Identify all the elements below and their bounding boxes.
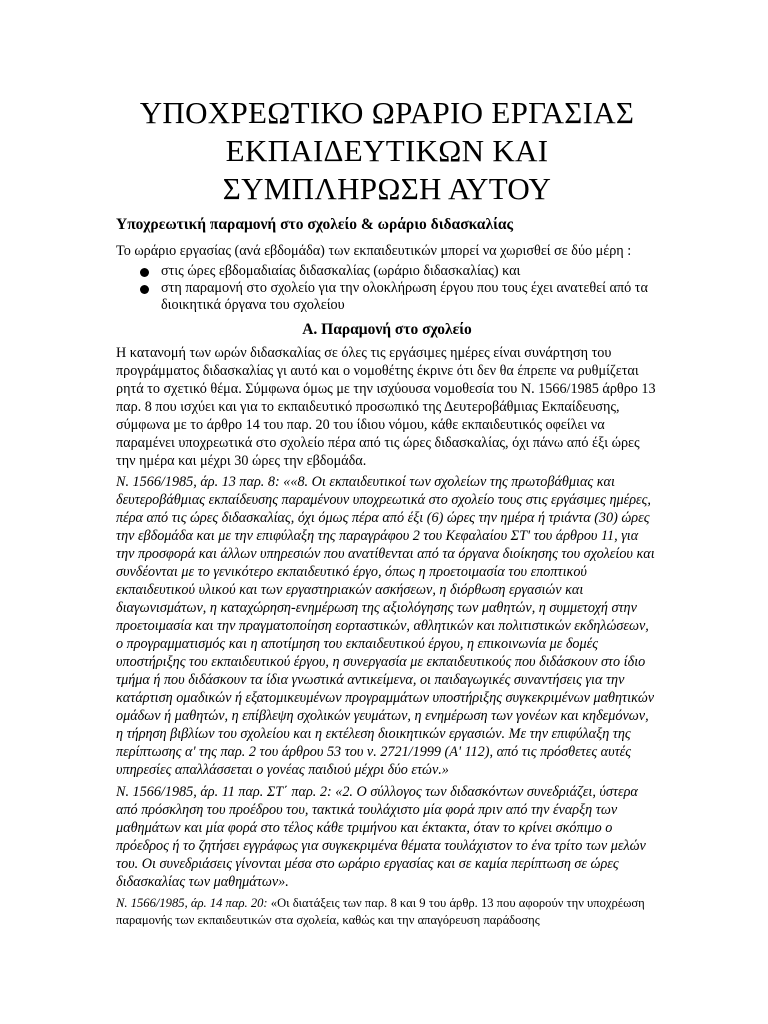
law-quote-paragraph xyxy=(116,895,658,929)
law-quote-text: «Οι διατάξεις των παρ. 8 και 9 του άρθρ. 13 που αφορούν την υποχρέωση παραμονής των εκπαιδευτικών στα σχολεία, καθώς και την απαγόρευση παράδοσης xyxy=(116,896,645,927)
bullet-icon xyxy=(140,268,149,277)
intro-paragraph: Το ωράριο εργασίας (ανά εβδομάδα) των εκπαιδευτικών μπορεί να χωρισθεί σε δύο μέρη : xyxy=(116,243,632,259)
document-title-line: ΕΚΠΑΙΔΕΥΤΙΚΩΝ ΚΑΙ xyxy=(225,133,549,168)
section-heading: Α. Παραμονή στο σχολείο xyxy=(302,321,472,338)
list-item xyxy=(138,280,658,314)
law-quote-reference: Ν. 1566/1985, άρ. 14 παρ. 20: xyxy=(116,896,268,910)
bullet-icon xyxy=(140,285,149,294)
list-item xyxy=(138,263,658,280)
section-body-paragraph: Η κατανομή των ωρών διδασκαλίας σε όλες τις εργάσιμες ημέρες είναι συνάρτηση του προγράμματος διδασκαλίας γι αυτό και ο νομοθέτης έκρινε ότι δεν θα έπρεπε να ρυθμίζεται ρητά το σχετικό θέμα. Σύμφωνα όμως με την ισχύουσα νομοθεσία του Ν. 1566/1985 άρθρο 13 παρ. 8 που ισχύει και για το εκπαιδευτικό προσωπικό της Δευτεροβάθμιας Εκπαίδευσης, σύμφωνα με το άρθρο 14 του παρ. 20 του ίδιου νόμου, κάθε εκπαιδευτικός οφείλει να παραμένει υποχρεωτικά στο σχολείο πέρα από τις ώρες διδασκαλίας, όχι πάνω από έξι ώρες την ημέρα και μέχρι 30 ώρες την εβδομάδα. xyxy=(116,345,656,469)
document-subtitle: Υποχρεωτική παραμονή στο σχολείο & ωράριο διδασκαλίας xyxy=(116,216,514,233)
list-item-text: στη παραμονή στο σχολείο για την ολοκλήρωση έργου που τους έχει ανατεθεί από τα διοικητικά όργανα του σχολείου xyxy=(161,280,648,313)
law-quote-paragraph: Ν. 1566/1985, άρ. 13 παρ. 8: ««8. Οι εκπαιδευτικοί των σχολείων της πρωτοβάθμιας και δευτεροβάθμιας εκπαίδευσης παραμένουν υποχρεωτικά στο σχολείο τους στις εργάσιμες ημέρες, πέρα από τις ώρες διδασκαλίας, όχι όμως πέρα από έξι (6) ώρες την ημέρα ή τριάντα (30) ώρες την εβδομάδα και με την επιφύλαξη της παραγράφου 2 του Κεφαλαίου ΣΤ' του άρθρου 11, για την προσφορά και άλλων υπηρεσιών που ανατίθενται από τα όργανα διοίκησης του σχολείου και συνδέονται με το γενικότερο εκπαιδευτικό έργο, όπως η προετοιμασία του εποπτικού εκπαιδευτικού υλικού και των εργαστηριακών ασκήσεων, η διόρθωση εργασιών και διαγωνισμάτων, η καταχώρηση-ενημέρωση της αξιολόγησης των μαθητών, η συμμετοχή στην προετοιμασία και την πραγματοποίηση εορταστικών, αθλητικών και πολιτιστικών εκδηλώσεων, ο προγραμματισμός και η αποτίμηση του εκπαιδευτικού έργου, η επικοινωνία με δομές υποστήριξης του εκπαιδευτικού έργου, η συνεργασία με εκπαιδευτικούς που διδάσκουν στο ίδιο τμήμα ή που διδάσκουν τα ίδια γνωστικά αντικείμενα, οι παιδαγωγικές συναντήσεις για την κατάρτιση ομαδικών ή εξατομικευμένων προγραμμάτων υποστήριξης συγκεκριμένων μαθητικών ομάδων ή μαθητών, η επίβλεψη σχολικών γευμάτων, η ενημέρωση των γονέων και κηδεμόνων, η τήρηση βιβλίων του σχολείου και η εκτέλεση διοικητικών εργασιών. Με την επιφύλαξη της περίπτωσης α' της παρ. 2 του άρθρου 53 του ν. 2721/1999 (Α' 112), από τις πρόσθετες αυτές υπηρεσίες απαλλάσσεται ο γονέας παιδιού μέχρι δύο ετών.» xyxy=(116,474,655,778)
bullet-list xyxy=(116,263,658,314)
law-quote-paragraph: Ν. 1566/1985, άρ. 11 παρ. ΣΤ΄ παρ. 2: «2. Ο σύλλογος των διδασκόντων συνεδριάζει, ύστερα από πρόσκληση του προέδρου του, τακτικά τουλάχιστο μία φορά πριν από την έναρξη των μαθημάτων και μία φορά στο τέλος κάθε τριμήνου και έκτακτα, όταν το κρίνει σκόπιμο ο πρόεδρος ή το ζητήσει εγγράφως για συγκεκριμένα θέματα τουλάχιστον το ένα τρίτο των μελών του. Οι συνεδριάσεις γίνονται μέσα στο ωράριο εργασίας και σε καμία περίπτωση σε ώρες διδασκαλίας των μαθημάτων». xyxy=(116,784,646,890)
document-title-line: ΣΥΜΠΛΗΡΩΣΗ ΑΥΤΟΥ xyxy=(222,171,552,206)
document-title xyxy=(116,94,658,208)
document-title-line: ΥΠΟΧΡΕΩΤΙΚΟ ΩΡΑΡΙΟ ΕΡΓΑΣΙΑΣ xyxy=(139,95,635,130)
list-item-text: στις ώρες εβδομαδιαίας διδασκαλίας (ωράριο διδασκαλίας) και xyxy=(161,263,521,279)
